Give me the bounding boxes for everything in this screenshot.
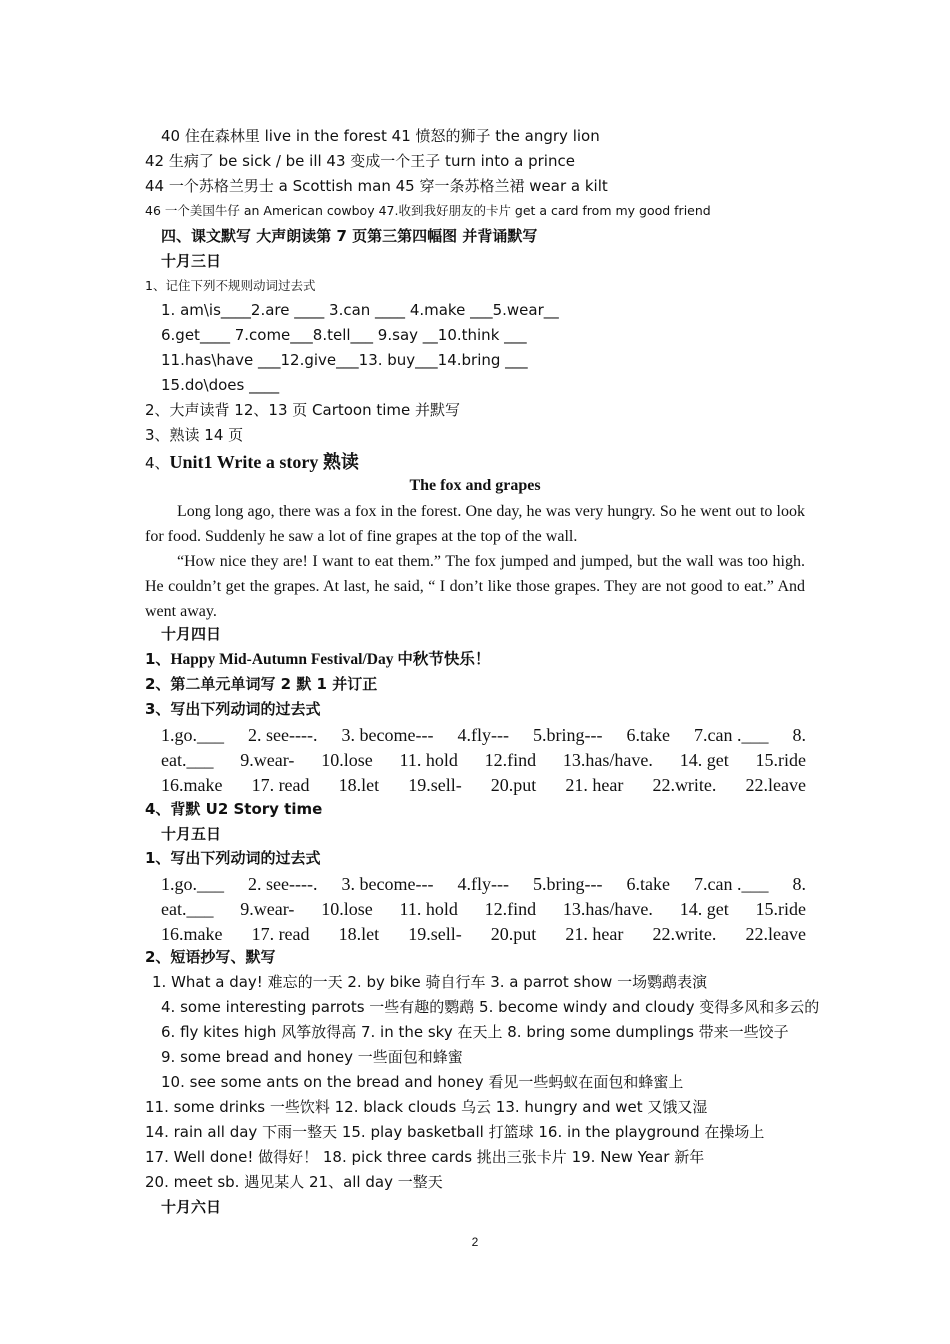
verb-cell: 15.ride (755, 750, 806, 770)
phrase-line: 20. meet sb. 遇见某人 21、all day 一整天 (145, 1173, 443, 1191)
verb-cell: 20.put (490, 924, 537, 944)
oct3-item-2: 2、大声读背 12、13 页 Cartoon time 并默写 (145, 401, 461, 419)
story-title: The fox and grapes (409, 477, 541, 494)
verb-cell: 3. become--- (341, 874, 434, 894)
verb-cell: 11. hold (399, 750, 458, 770)
date-oct-4: 十月四日 (161, 625, 222, 643)
story-paragraph-2: “How nice they are! I want to eat them.” The fox jumped and jumped, but the wall was too high. He couldn’t get the grapes. At last, he said, “ I don’t like those grapes. They are not good to eat.” And went away. (145, 553, 805, 620)
date-oct-6: 十月六日 (161, 1198, 222, 1216)
verb-cell: 11. hold (399, 899, 458, 919)
verb-cell: 19.sell- (408, 924, 462, 944)
verb-cell: 7.can .___ (693, 874, 769, 894)
oct4-item-4: 4、背默 U2 Story time (145, 800, 323, 818)
verb-cell: 2. see----. (248, 874, 318, 894)
verb-cell: 16.make (161, 924, 223, 944)
verb-cell: 1.go.___ (161, 725, 224, 745)
verb-row (161, 773, 806, 798)
verb-cell: 14. get (679, 899, 729, 919)
verb-cell: 13.has/have. (562, 750, 653, 770)
verb-cell: 10.lose (321, 750, 373, 770)
verb-line: 11.has\have ___12.give___13. buy___14.bring ___ (161, 351, 528, 369)
verb-cell: 12.find (484, 899, 537, 919)
oct4-item-2: 2、第二单元单词写 2 默 1 并订正 (145, 675, 378, 693)
verb-row (161, 922, 806, 947)
verb-cell: 21. hear (565, 924, 624, 944)
vocab-line-40: 40 住在森林里 live in the forest 41 愤怒的狮子 the angry lion (161, 127, 600, 145)
verb-line: 1. am\is____2.are ____ 3.can ____ 4.make ___5.wear__ (161, 301, 559, 319)
verb-row (161, 748, 806, 773)
oct5-verb-grid (161, 872, 806, 947)
verb-cell: 22.leave (745, 924, 806, 944)
phrase-line: 4. some interesting parrots 一些有趣的鹦鹉 5. become windy and cloudy 变得多风和多云的 (161, 998, 820, 1016)
oct5-item-1: 1、写出下列动词的过去式 (145, 849, 321, 867)
vocab-line-44: 44 一个苏格兰男士 a Scottish man 45 穿一条苏格兰裙 wear a kilt (145, 177, 608, 195)
oct3-item-4-prefix: 4、 (145, 454, 170, 472)
vocab-line-46: 46 一个美国牛仔 an American cowboy 47.收到我好朋友的卡片 get a card from my good friend (145, 203, 711, 218)
oct3-item-1: 1、记住下列不规则动词过去式 (145, 278, 316, 293)
verb-cell: 3. become--- (341, 725, 434, 745)
date-oct-5: 十月五日 (161, 825, 222, 843)
verb-cell: 14. get (679, 750, 729, 770)
phrase-line: 10. see some ants on the bread and honey 看见一些蚂蚁在面包和蜂蜜上 (161, 1073, 684, 1091)
verb-line: 15.do\does ____ (161, 376, 280, 394)
verb-cell: 22.write. (652, 775, 717, 795)
verb-cell: 1.go.___ (161, 874, 224, 894)
verb-row (161, 872, 806, 897)
verb-row (161, 723, 806, 748)
verb-cell: 6.take (626, 874, 670, 894)
section-4-heading: 四、课文默写 大声朗读第 7 页第三第四幅图 并背诵默写 (161, 227, 538, 245)
date-oct-3: 十月三日 (161, 252, 222, 270)
verb-cell: 12.find (484, 750, 537, 770)
verb-cell: 7.can .___ (693, 725, 769, 745)
verb-cell: 22.leave (745, 775, 806, 795)
verb-cell: 18.let (338, 924, 380, 944)
oct5-item-2: 2、短语抄写、默写 (145, 948, 276, 966)
oct4-item-1 (145, 649, 490, 670)
verb-cell: eat.___ (161, 750, 214, 770)
page-number: 2 (471, 1235, 479, 1249)
verb-cell: 5.bring--- (532, 874, 603, 894)
verb-cell: 21. hear (565, 775, 624, 795)
oct3-item-4-text: Unit1 Write a story 熟读 (169, 452, 359, 472)
vocab-line-42: 42 生病了 be sick / be ill 43 变成一个王子 turn into a prince (145, 152, 575, 170)
oct4-verb-grid (161, 723, 806, 798)
story-paragraph-1: Long long ago, there was a fox in the forest. One day, he was very hungry. So he went out to look for food. Suddenly he saw a lot of fine grapes at the top of the wall. (145, 503, 805, 545)
verb-cell: 18.let (338, 775, 380, 795)
verb-cell: 20.put (490, 775, 537, 795)
verb-cell: 10.lose (321, 899, 373, 919)
verb-cell: 9.wear- (240, 750, 295, 770)
verb-cell: 8. (792, 725, 806, 745)
oct3-item-3: 3、熟读 14 页 (145, 426, 244, 444)
phrase-line: 11. some drinks 一些饮料 12. black clouds 乌云 13. hungry and wet 又饿又湿 (145, 1098, 708, 1116)
verb-cell: 9.wear- (240, 899, 295, 919)
phrase-line: 6. fly kites high 风筝放得高 7. in the sky 在天上 8. bring some dumplings 带来一些饺子 (161, 1023, 789, 1041)
verb-line: 6.get____ 7.come___8.tell___ 9.say __10.think ___ (161, 326, 527, 344)
verb-cell: 4.fly--- (457, 725, 509, 745)
oct4-item-3: 3、写出下列动词的过去式 (145, 700, 321, 718)
verb-cell: 15.ride (755, 899, 806, 919)
verb-cell: 13.has/have. (562, 899, 653, 919)
verb-cell: 6.take (626, 725, 670, 745)
verb-cell: eat.___ (161, 899, 214, 919)
oct3-item-4 (145, 450, 359, 475)
phrase-line: 17. Well done! 做得好！ 18. pick three cards 挑出三张卡片 19. New Year 新年 (145, 1148, 705, 1166)
verb-cell: 4.fly--- (457, 874, 509, 894)
phrase-line: 14. rain all day 下雨一整天 15. play basketball 打篮球 16. in the playground 在操场上 (145, 1123, 765, 1141)
verb-cell: 17. read (251, 924, 310, 944)
verb-cell: 16.make (161, 775, 223, 795)
oct4-item-1-text: Happy Mid-Autumn Festival/Day 中秋节快乐！ (170, 651, 491, 668)
verb-cell: 8. (792, 874, 806, 894)
verb-cell: 17. read (251, 775, 310, 795)
phrase-line: 1. What a day! 难忘的一天 2. by bike 骑自行车 3. a parrot show 一场鹦鹉表演 (152, 973, 708, 991)
verb-cell: 22.write. (652, 924, 717, 944)
verb-cell: 19.sell- (408, 775, 462, 795)
oct4-item-1-prefix: 1、 (145, 650, 171, 668)
verb-row (161, 897, 806, 922)
phrase-line: 9. some bread and honey 一些面包和蜂蜜 (161, 1048, 463, 1066)
verb-cell: 2. see----. (248, 725, 318, 745)
verb-cell: 5.bring--- (532, 725, 603, 745)
